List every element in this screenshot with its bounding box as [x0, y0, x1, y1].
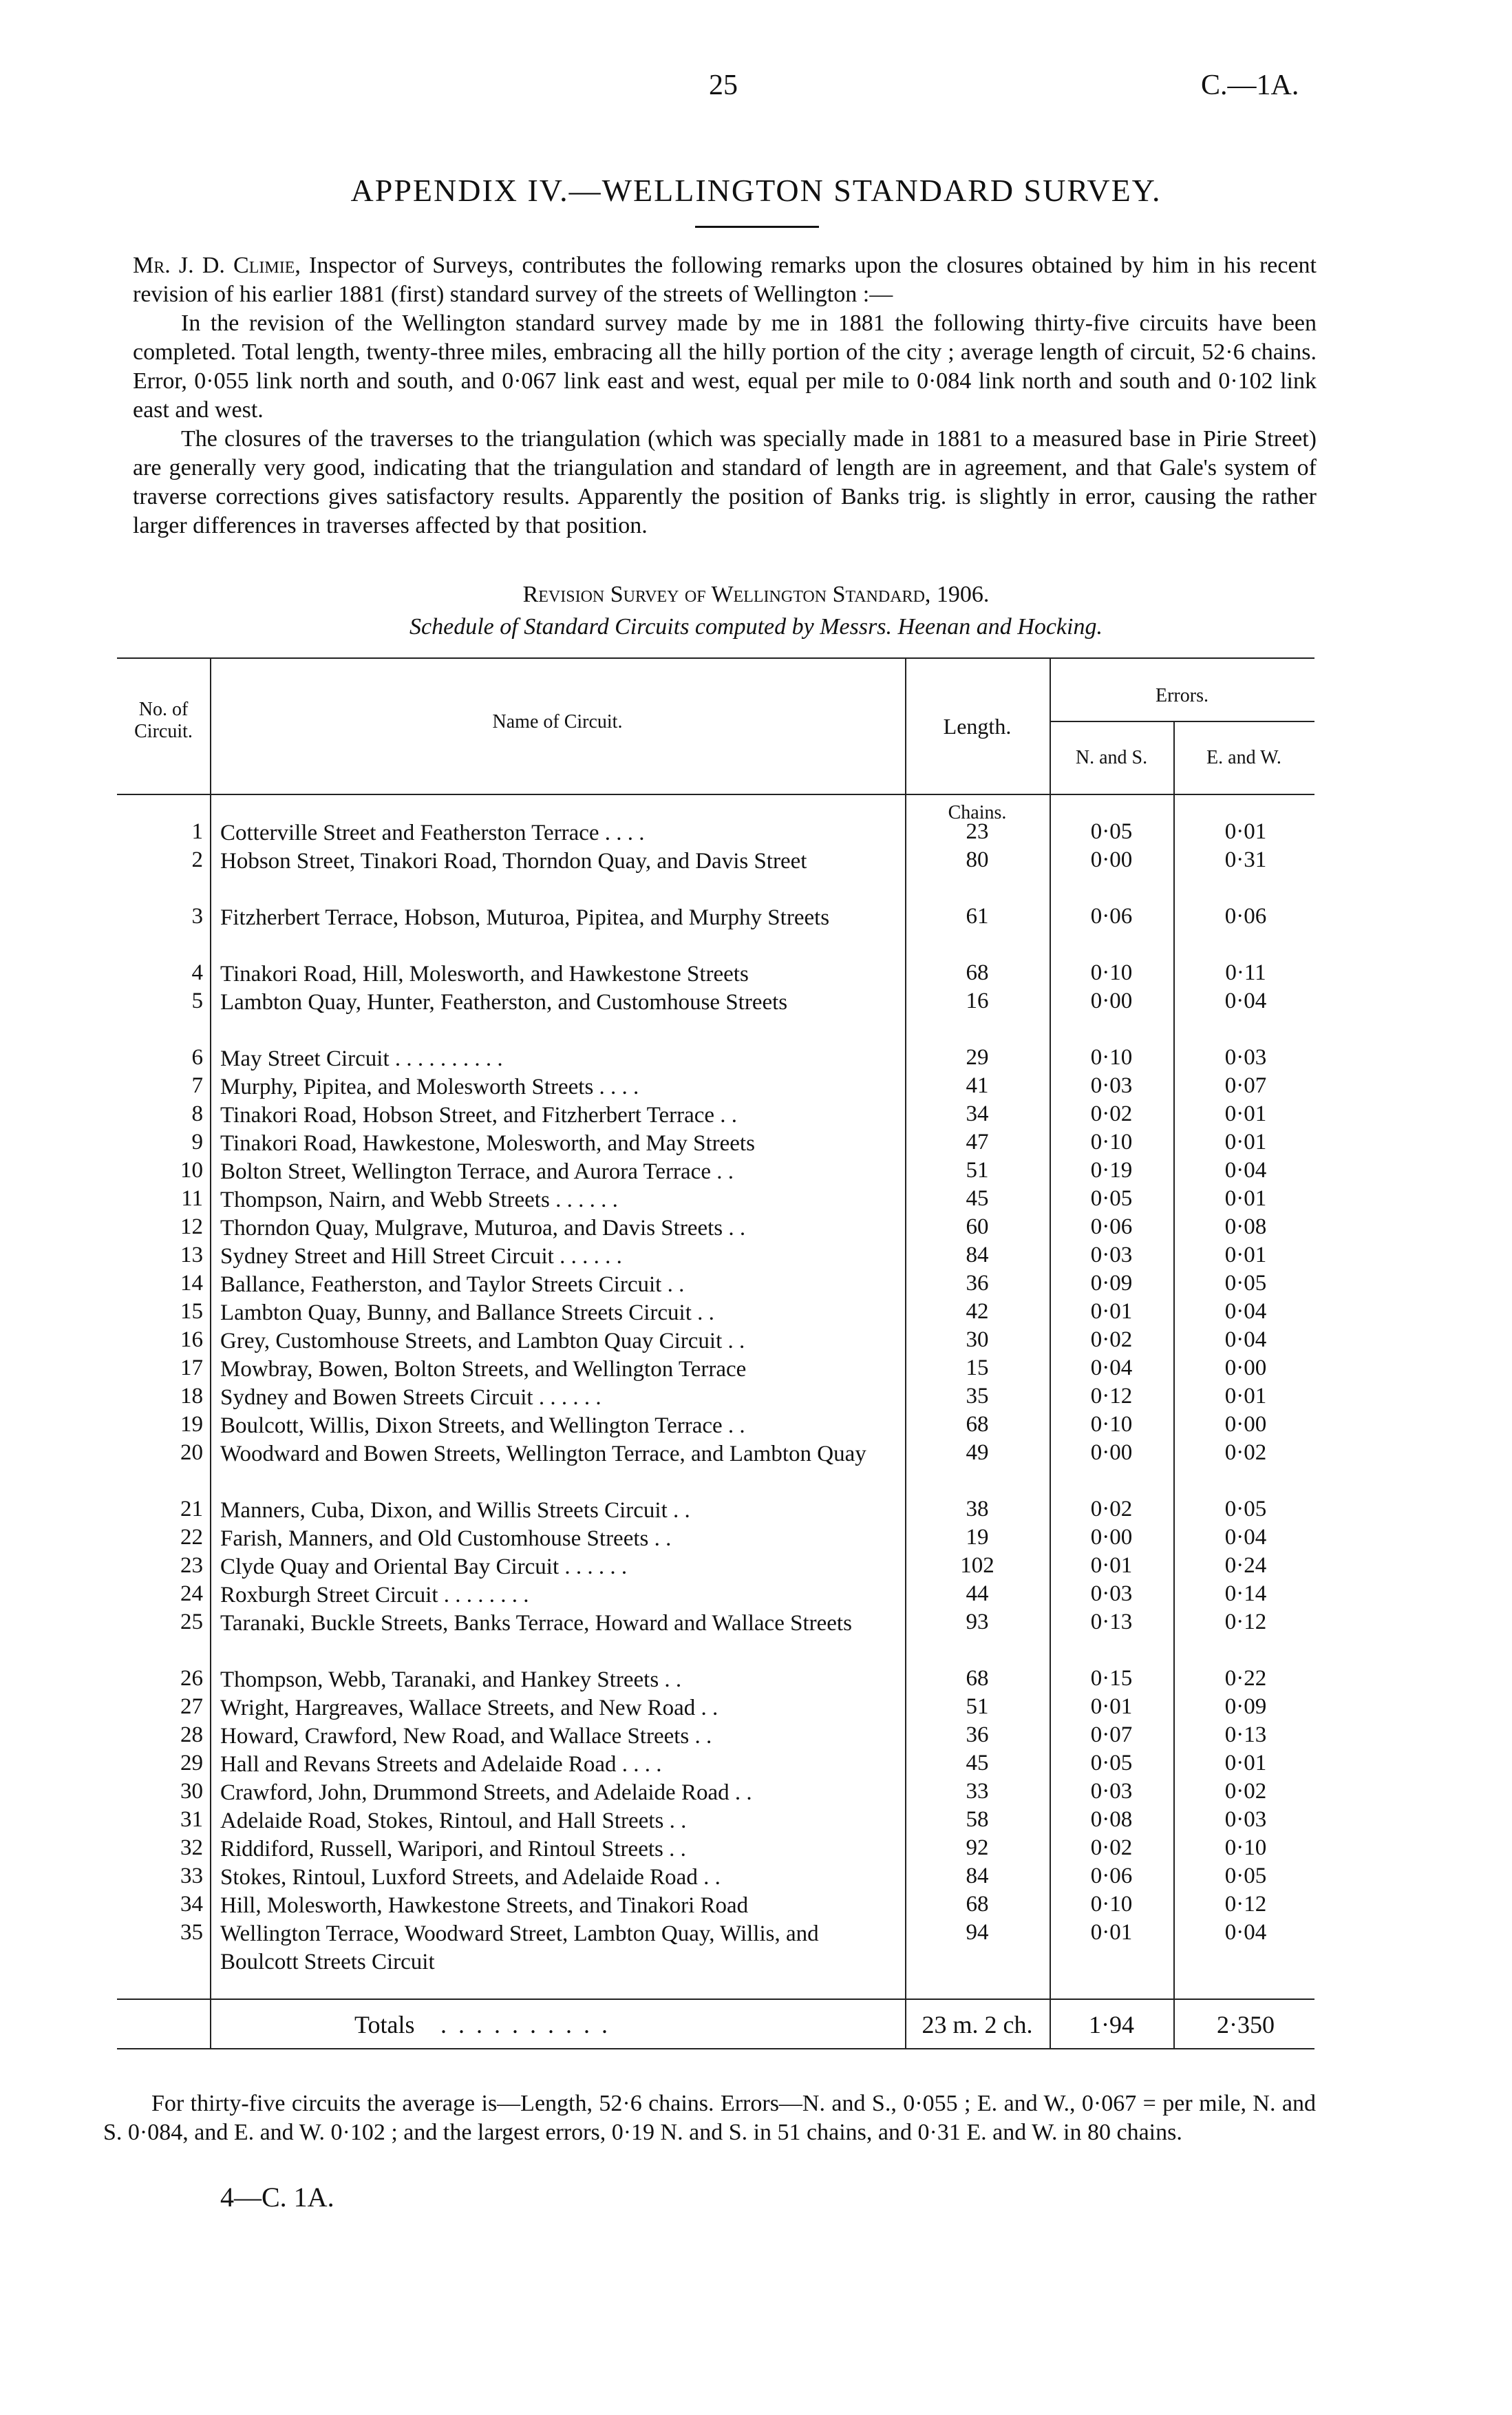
circuit-length: 16: [966, 989, 989, 1013]
circuit-name: Sydney Street and Hill Street Circuit . . . . . .: [220, 1244, 622, 1269]
error-ew: 0·05: [1224, 1497, 1267, 1521]
circuit-length: 93: [966, 1610, 989, 1634]
error-ew: 0·08: [1224, 1214, 1267, 1239]
error-ew: 0·13: [1224, 1722, 1267, 1747]
error-ns: 0·05: [1090, 1751, 1133, 1775]
circuit-length: 44: [966, 1581, 989, 1606]
circuit-number: 8: [191, 1101, 203, 1126]
title-rule: [695, 226, 819, 228]
error-ew: 0·31: [1224, 847, 1267, 872]
circuit-length: 30: [966, 1327, 989, 1352]
error-ew: 0·05: [1224, 1864, 1267, 1888]
circuit-length: 94: [966, 1920, 989, 1945]
totals-ew: 2·350: [1217, 2011, 1275, 2038]
circuit-length: 15: [966, 1356, 989, 1380]
circuit-length: 60: [966, 1214, 989, 1239]
circuit-name: Tinakori Road, Hobson Street, and Fitzherbert Terrace . .: [220, 1103, 738, 1128]
error-ns: 0·19: [1090, 1158, 1133, 1183]
circuit-name: Manners, Cuba, Dixon, and Willis Streets Circuit . .: [220, 1498, 690, 1523]
error-ew: 0·01: [1224, 1101, 1267, 1126]
error-ns: 0·00: [1090, 989, 1133, 1013]
intro-paragraph-1: In the revision of the Wellington standard survey made by me in 1881 the following thirty-five circuits have been completed. Total length, twenty-three miles, embracing all the hilly portion of the city ; average length of circuit, 52·6 chains. Error, 0·055 link north and south, and 0·067 link east and west, equal per mile to 0·084 link north and south and 0·102 link east and west.: [133, 310, 1317, 423]
circuit-name: Hill, Molesworth, Hawkestone Streets, and Tinakori Road: [220, 1893, 749, 1918]
circuit-number: 27: [180, 1694, 203, 1719]
circuit-name: Taranaki, Buckle Streets, Banks Terrace, Howard and Wallace Streets: [220, 1611, 852, 1636]
intro-lead-text: , Inspector of Surveys, contributes the following remarks upon the closures obtained by him in his recent revision of his earlier 1881 (first) standard survey of the streets of Wellington :—: [133, 253, 1317, 307]
circuit-name: Thompson, Nairn, and Webb Streets . . . . . .: [220, 1188, 618, 1212]
circuit-length: 80: [966, 847, 989, 872]
circuit-name: Farish, Manners, and Old Customhouse Streets . .: [220, 1526, 672, 1551]
error-ns: 0·03: [1090, 1581, 1133, 1606]
header-errors: Errors.: [1156, 685, 1208, 706]
error-ns: 0·05: [1090, 819, 1133, 844]
circuit-name: Thompson, Webb, Taranaki, and Hankey Streets . .: [220, 1667, 682, 1692]
error-ns: 0·10: [1090, 960, 1133, 985]
page-header: [0, 69, 1512, 110]
error-ns: 0·06: [1090, 1214, 1133, 1239]
circuit-length: 45: [966, 1751, 989, 1775]
error-ns: 0·08: [1090, 1807, 1133, 1832]
circuit-number: 18: [180, 1384, 203, 1409]
circuit-number: 11: [181, 1186, 203, 1211]
circuit-name: Tinakori Road, Hawkestone, Molesworth, and May Streets: [220, 1131, 755, 1156]
circuit-number: 3: [191, 904, 203, 929]
circuit-number: 29: [180, 1751, 203, 1775]
circuit-name: Adelaide Road, Stokes, Rintoul, and Hall Streets . .: [220, 1808, 687, 1833]
circuit-number: 24: [180, 1581, 203, 1606]
error-ew: 0·24: [1224, 1553, 1267, 1578]
circuit-number: 1: [191, 819, 203, 844]
circuit-number: 9: [191, 1130, 203, 1154]
error-ew: 0·09: [1224, 1694, 1267, 1719]
table-top-rule: [117, 657, 1314, 659]
circuit-length: 23: [966, 819, 989, 844]
error-ns: 0·12: [1090, 1384, 1133, 1409]
error-ns: 0·04: [1090, 1356, 1133, 1380]
circuit-length: 102: [960, 1553, 994, 1578]
totals-rule: [117, 1999, 1314, 2000]
circuit-length: 42: [966, 1299, 989, 1324]
error-ew: 0·01: [1224, 1186, 1267, 1211]
error-ew: 0·12: [1224, 1892, 1267, 1917]
error-ns: 0·00: [1090, 847, 1133, 872]
circuit-number: 22: [180, 1525, 203, 1550]
error-ns: 0·06: [1090, 1864, 1133, 1888]
circuit-number: 16: [180, 1327, 203, 1352]
header-ew: E. and W.: [1206, 747, 1281, 768]
error-ew: 0·06: [1224, 904, 1267, 929]
error-ns: 0·02: [1090, 1835, 1133, 1860]
error-ns: 0·03: [1090, 1243, 1133, 1267]
header-ns: N. and S.: [1075, 747, 1148, 768]
error-ew: 0·10: [1224, 1835, 1267, 1860]
error-ew: 0·01: [1224, 1243, 1267, 1267]
error-ew: 0·04: [1224, 989, 1267, 1013]
circuit-length: 41: [966, 1073, 989, 1098]
circuit-number: 10: [180, 1158, 203, 1183]
circuit-number: 15: [180, 1299, 203, 1324]
circuit-name: Ballance, Featherston, and Taylor Streets Circuit . .: [220, 1272, 685, 1297]
error-ns: 0·10: [1090, 1412, 1133, 1437]
circuit-length: 68: [966, 1412, 989, 1437]
circuit-length: 29: [966, 1045, 989, 1070]
circuit-name: May Street Circuit . . . . . . . . . .: [220, 1046, 503, 1071]
circuit-length: 33: [966, 1779, 989, 1804]
circuit-name: Hobson Street, Tinakori Road, Thorndon Quay, and Davis Street: [220, 849, 807, 874]
circuit-number: 13: [180, 1243, 203, 1267]
circuit-length: 68: [966, 1666, 989, 1691]
circuit-length: 92: [966, 1835, 989, 1860]
circuit-name: Sydney and Bowen Streets Circuit . . . . . .: [220, 1385, 601, 1410]
circuit-name: Riddiford, Russell, Waripori, and Rintoul Streets . .: [220, 1837, 686, 1862]
circuit-name: Wellington Terrace, Woodward Street, Lambton Quay, Willis, and Boulcott Streets Circuit: [220, 1921, 819, 1974]
circuit-number: 19: [180, 1412, 203, 1437]
circuit-name: Hall and Revans Streets and Adelaide Road . . . .: [220, 1752, 662, 1777]
error-ns: 0·13: [1090, 1610, 1133, 1634]
circuit-length: 49: [966, 1440, 989, 1465]
circuit-name: Mowbray, Bowen, Bolton Streets, and Wellington Terrace: [220, 1357, 747, 1382]
circuit-number: 35: [180, 1920, 203, 1945]
circuit-number: 17: [180, 1356, 203, 1380]
circuit-name: Woodward and Bowen Streets, Wellington Terrace, and Lambton Quay: [220, 1442, 866, 1466]
circuit-length: 19: [966, 1525, 989, 1550]
circuit-length: 47: [966, 1130, 989, 1154]
intro-lead: [133, 251, 1317, 309]
circuit-name: Crawford, John, Drummond Streets, and Adelaide Road . .: [220, 1780, 752, 1805]
error-ew: 0·01: [1224, 1384, 1267, 1409]
error-ew: 0·00: [1224, 1412, 1267, 1437]
error-ns: 0·10: [1090, 1892, 1133, 1917]
error-ns: 0·01: [1090, 1299, 1133, 1324]
circuit-length: 68: [966, 1892, 989, 1917]
circuit-length: 51: [966, 1694, 989, 1719]
summary-text: [103, 2089, 1316, 2147]
circuit-length: 34: [966, 1101, 989, 1126]
errors-subheader-rule: [1050, 721, 1314, 722]
revision-title: Revision Survey of Wellington Standard, 1906.: [522, 582, 990, 607]
circuit-name: Lambton Quay, Hunter, Featherston, and Customhouse Streets: [220, 990, 788, 1015]
circuit-number: 5: [191, 989, 203, 1013]
error-ew: 0·01: [1224, 1130, 1267, 1154]
circuit-length: 35: [966, 1384, 989, 1409]
header-circuit-no: No. of Circuit.: [134, 699, 193, 742]
circuit-name: Thorndon Quay, Mulgrave, Muturoa, and Davis Streets . .: [220, 1216, 746, 1241]
error-ew: 0·07: [1224, 1073, 1267, 1098]
error-ew: 0·22: [1224, 1666, 1267, 1691]
error-ew: 0·12: [1224, 1610, 1267, 1634]
circuit-number: 12: [180, 1214, 203, 1239]
circuit-length: 36: [966, 1271, 989, 1296]
schedule-title: Schedule of Standard Circuits computed by Messrs. Heenan and Hocking.: [409, 614, 1103, 640]
error-ns: 0·01: [1090, 1694, 1133, 1719]
circuit-length: 84: [966, 1243, 989, 1267]
circuit-length: 38: [966, 1497, 989, 1521]
error-ew: 0·04: [1224, 1920, 1267, 1945]
error-ns: 0·05: [1090, 1186, 1133, 1211]
error-ew: 0·04: [1224, 1299, 1267, 1324]
circuit-number: 4: [191, 960, 203, 985]
error-ew: 0·05: [1224, 1271, 1267, 1296]
error-ew: 0·11: [1225, 960, 1266, 985]
circuit-number: 6: [191, 1045, 203, 1070]
document-code: C.—1A.: [1201, 70, 1299, 101]
error-ew: 0·03: [1224, 1807, 1267, 1832]
error-ns: 0·10: [1090, 1045, 1133, 1070]
circuit-number: 23: [180, 1553, 203, 1578]
footer-code: 4—C. 1A.: [220, 2182, 334, 2213]
circuit-name: Grey, Customhouse Streets, and Lambton Quay Circuit . .: [220, 1329, 745, 1353]
circuit-number: 32: [180, 1835, 203, 1860]
circuit-number: 14: [180, 1271, 203, 1296]
error-ns: 0·02: [1090, 1497, 1133, 1521]
error-ew: 0·01: [1224, 819, 1267, 844]
circuit-number: 28: [180, 1722, 203, 1747]
intro-paragraph-2: The closures of the traverses to the triangulation (which was specially made in 1881 to a measured base in Pirie Street) are generally very good, indicating that the triangulation and standard of length are in agreement, and that Gale's system of traverse corrections gives satisfactory results. Apparently the position of Banks trig. is slightly in error, causing the rather larger differences in traverses affected by that position.: [133, 426, 1317, 538]
page-number: 25: [709, 70, 738, 101]
error-ns: 0·00: [1090, 1440, 1133, 1465]
circuit-length: 68: [966, 960, 989, 985]
circuit-length: 36: [966, 1722, 989, 1747]
error-ns: 0·02: [1090, 1101, 1133, 1126]
col-divider-no: [210, 657, 211, 2048]
intro-text: [133, 251, 1317, 540]
error-ew: 0·02: [1224, 1440, 1267, 1465]
circuit-number: 31: [180, 1807, 203, 1832]
circuit-name: Stokes, Rintoul, Luxford Streets, and Adelaide Road . .: [220, 1865, 721, 1890]
error-ew: 0·01: [1224, 1751, 1267, 1775]
circuit-length: 51: [966, 1158, 989, 1183]
error-ew: 0·04: [1224, 1525, 1267, 1550]
circuit-number: 2: [191, 847, 203, 872]
page-title: APPENDIX IV.—WELLINGTON STANDARD SURVEY.: [350, 173, 1162, 208]
error-ns: 0·00: [1090, 1525, 1133, 1550]
error-ns: 0·07: [1090, 1722, 1133, 1747]
error-ew: 0·04: [1224, 1158, 1267, 1183]
header-circuit-name: Name of Circuit.: [492, 711, 623, 732]
circuit-number: 26: [180, 1666, 203, 1691]
circuit-length: 58: [966, 1807, 989, 1832]
error-ew: 0·04: [1224, 1327, 1267, 1352]
error-ns: 0·01: [1090, 1920, 1133, 1945]
circuit-length: 45: [966, 1186, 989, 1211]
circuit-length: 61: [966, 904, 989, 929]
circuit-length: 84: [966, 1864, 989, 1888]
error-ns: 0·03: [1090, 1779, 1133, 1804]
circuit-name: Roxburgh Street Circuit . . . . . . . .: [220, 1583, 529, 1607]
circuit-number: 33: [180, 1864, 203, 1888]
circuit-number: 30: [180, 1779, 203, 1804]
error-ns: 0·03: [1090, 1073, 1133, 1098]
error-ns: 0·02: [1090, 1327, 1133, 1352]
header-length: Length.: [943, 714, 1012, 739]
circuit-name: Fitzherbert Terrace, Hobson, Muturoa, Pipitea, and Murphy Streets: [220, 905, 830, 930]
summary-paragraph: For thirty-five circuits the average is—Length, 52·6 chains. Errors—N. and S., 0·055 ; E. and W., 0·067 = per mile, N. and S. 0·084, and E. and W. 0·102 ; and the largest errors, 0·19 N. and S. in 51 chains, and 0·31 E. and W. in 80 chains.: [103, 2091, 1316, 2145]
col-divider-errors: [1173, 721, 1175, 2048]
totals-label: Totals: [354, 2011, 415, 2038]
circuit-number: 21: [180, 1497, 203, 1521]
table-header-rule: [117, 794, 1314, 795]
circuit-number: 25: [180, 1610, 203, 1634]
circuit-name: Wright, Hargreaves, Wallace Streets, and New Road . .: [220, 1696, 718, 1720]
circuit-number: 20: [180, 1440, 203, 1465]
inspector-name: Mr. J. D. Climie: [133, 253, 295, 278]
circuit-name: Howard, Crawford, New Road, and Wallace Streets . .: [220, 1724, 712, 1749]
error-ew: 0·02: [1224, 1779, 1267, 1804]
circuit-name: Cotterville Street and Featherston Terrace . . . .: [220, 821, 645, 845]
error-ns: 0·06: [1090, 904, 1133, 929]
totals-length: 23 m. 2 ch.: [922, 2011, 1033, 2038]
circuit-name: Boulcott, Willis, Dixon Streets, and Wellington Terrace . .: [220, 1413, 745, 1438]
error-ns: 0·09: [1090, 1271, 1133, 1296]
totals-ns: 1·94: [1089, 2011, 1134, 2038]
circuit-name: Lambton Quay, Bunny, and Ballance Streets Circuit . .: [220, 1300, 714, 1325]
totals-leader-dots: . . . . . . . . . .: [440, 2011, 610, 2038]
error-ns: 0·10: [1090, 1130, 1133, 1154]
circuit-name: Murphy, Pipitea, and Molesworth Streets . . . .: [220, 1075, 639, 1099]
circuits-table: [117, 657, 1314, 2049]
circuit-name: Clyde Quay and Oriental Bay Circuit . . . . . .: [220, 1554, 628, 1579]
circuit-name: Bolton Street, Wellington Terrace, and Aurora Terrace . .: [220, 1159, 734, 1184]
error-ew: 0·14: [1224, 1581, 1267, 1606]
error-ew: 0·00: [1224, 1356, 1267, 1380]
circuit-number: 7: [191, 1073, 203, 1098]
table-bottom-rule: [117, 2048, 1314, 2049]
error-ew: 0·03: [1224, 1045, 1267, 1070]
length-unit: Chains.: [948, 802, 1007, 823]
error-ns: 0·01: [1090, 1553, 1133, 1578]
circuit-number: 34: [180, 1892, 203, 1917]
error-ns: 0·15: [1090, 1666, 1133, 1691]
circuit-name: Tinakori Road, Hill, Molesworth, and Hawkestone Streets: [220, 962, 749, 987]
